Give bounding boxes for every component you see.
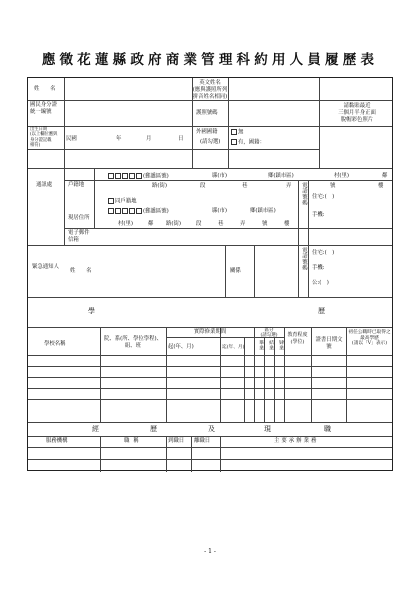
section-label-2: 段 (196, 221, 202, 227)
cert-header: 證書日期文號 (315, 337, 343, 350)
duties-header: 主要承辦業務 (274, 438, 319, 444)
county-label-2: 縣(市) (212, 208, 227, 214)
village-label: 村(里) (334, 173, 349, 179)
township-label-2: 鄉(鎮市區) (250, 208, 276, 214)
roc-label: 民國 (66, 136, 77, 142)
foreign-nationality-label: 外國國籍 (196, 129, 218, 135)
section-label: 段 (200, 183, 206, 189)
household-postal-code[interactable]: (郵遞區號) (108, 173, 169, 181)
number-label-2: 號 (262, 221, 268, 227)
neighborhood-label: 鄰 (382, 173, 388, 179)
start-date-header: 到職日 (168, 438, 185, 444)
no-option[interactable]: 無 (231, 129, 243, 137)
emergency-mobile: 手機: (312, 265, 325, 271)
road-label: 路(街) (152, 183, 167, 189)
relation-label: 關係 (230, 268, 241, 274)
month-label: 月 (146, 136, 152, 142)
floor-label: 樓 (378, 183, 384, 189)
same-as-household-option[interactable]: 同戶籍地 (108, 198, 137, 206)
form-title: 應徵花蓮縣政府商業管理科約用人員履歷表 (41, 52, 379, 68)
completed-header: 結業 (268, 340, 273, 351)
id-number-label: 國民身分證 統一編號 (30, 102, 57, 115)
incomplete-header: 肄業 (278, 340, 283, 351)
dept-header: 院、系(所、學位學程)、組、班 (103, 336, 163, 349)
experience-title-5: 職 (324, 425, 340, 433)
contact-address-label: 通訊處 (36, 182, 53, 188)
current-residence-label: 現居住所 (68, 215, 90, 221)
experience-title-4: 現 (264, 425, 280, 433)
job-title-header: 職稱 (124, 438, 143, 444)
from-header: 起(年、月) (168, 344, 194, 350)
period-header: 實際修業期間 (193, 329, 227, 335)
degree-header: 教育程度 (學位) (287, 332, 308, 345)
floor-label-2: 樓 (284, 221, 290, 227)
photo-note: 請黏貼最近 三個月半身正面 脫帽彩色照片 (338, 103, 376, 123)
to-header: 迄(年、月) (222, 345, 245, 350)
household-address-label: 戶籍地 (68, 182, 85, 188)
township-label: 鄉(鎮市區) (268, 173, 294, 179)
experience-title-1: 經 (92, 425, 108, 433)
school-header: 學校名稱 (44, 341, 66, 347)
page-number: - 1 - (204, 548, 216, 555)
category-header: 區分 (請勾選) (260, 328, 278, 338)
name-label: 姓 名 (34, 86, 56, 92)
alley-label: 弄 (286, 183, 292, 189)
emergency-phone-label: 電話號碼 (301, 247, 307, 271)
road-label-2: 路(街) (166, 221, 181, 227)
experience-title-2: 歷 (150, 425, 166, 433)
org-header: 服務機構 (46, 438, 68, 444)
education-title-right: 歷 (318, 307, 334, 315)
resume-form (27, 77, 393, 471)
year-label: 年 (116, 136, 122, 142)
county-label: 縣(市) (212, 173, 227, 179)
mobile-phone: 手機: (312, 212, 325, 218)
graduated-header: 畢業 (258, 340, 263, 351)
neighborhood-label-2: 鄰 (148, 221, 154, 227)
experience-title-3: 及 (208, 425, 224, 433)
emergency-name-label: 姓 名 (70, 268, 92, 274)
alley-label-2: 弄 (240, 221, 246, 227)
residence-postal-code[interactable]: (郵遞區號) (108, 208, 169, 216)
number-label: 號 (330, 183, 336, 189)
end-date-header: 離職日 (194, 438, 211, 444)
emergency-office: 公:( ) (312, 280, 329, 286)
yes-nationality-option[interactable]: 有，國籍： (231, 139, 265, 147)
emergency-contact-label: 緊急通知人 (32, 264, 59, 270)
lane-label: 巷 (242, 183, 248, 189)
english-name-label: 英文姓名 (應與護照所列 拼音姓名相同) (192, 80, 228, 100)
village-label-2: 村(里) (118, 221, 133, 227)
birth-label: 出生日期 (以上欄位應與 身分證記載 相符) (30, 127, 58, 148)
fill-in-note: (請勾選) (200, 139, 221, 145)
home-phone: 住宅:( ) (312, 194, 335, 200)
education-title-left: 學 (88, 307, 104, 315)
phone-label: 電話號碼 (301, 182, 307, 206)
email-label: 電子郵件信箱 (68, 230, 90, 243)
day-label: 日 (178, 136, 184, 142)
qualification-header: 初任公職時已取得之最高學歷 (請以「V」表示) (348, 330, 391, 346)
lane-label-2: 巷 (218, 221, 224, 227)
emergency-home: 住宅:( ) (312, 250, 335, 256)
passport-label: 護照號碼 (196, 110, 218, 116)
